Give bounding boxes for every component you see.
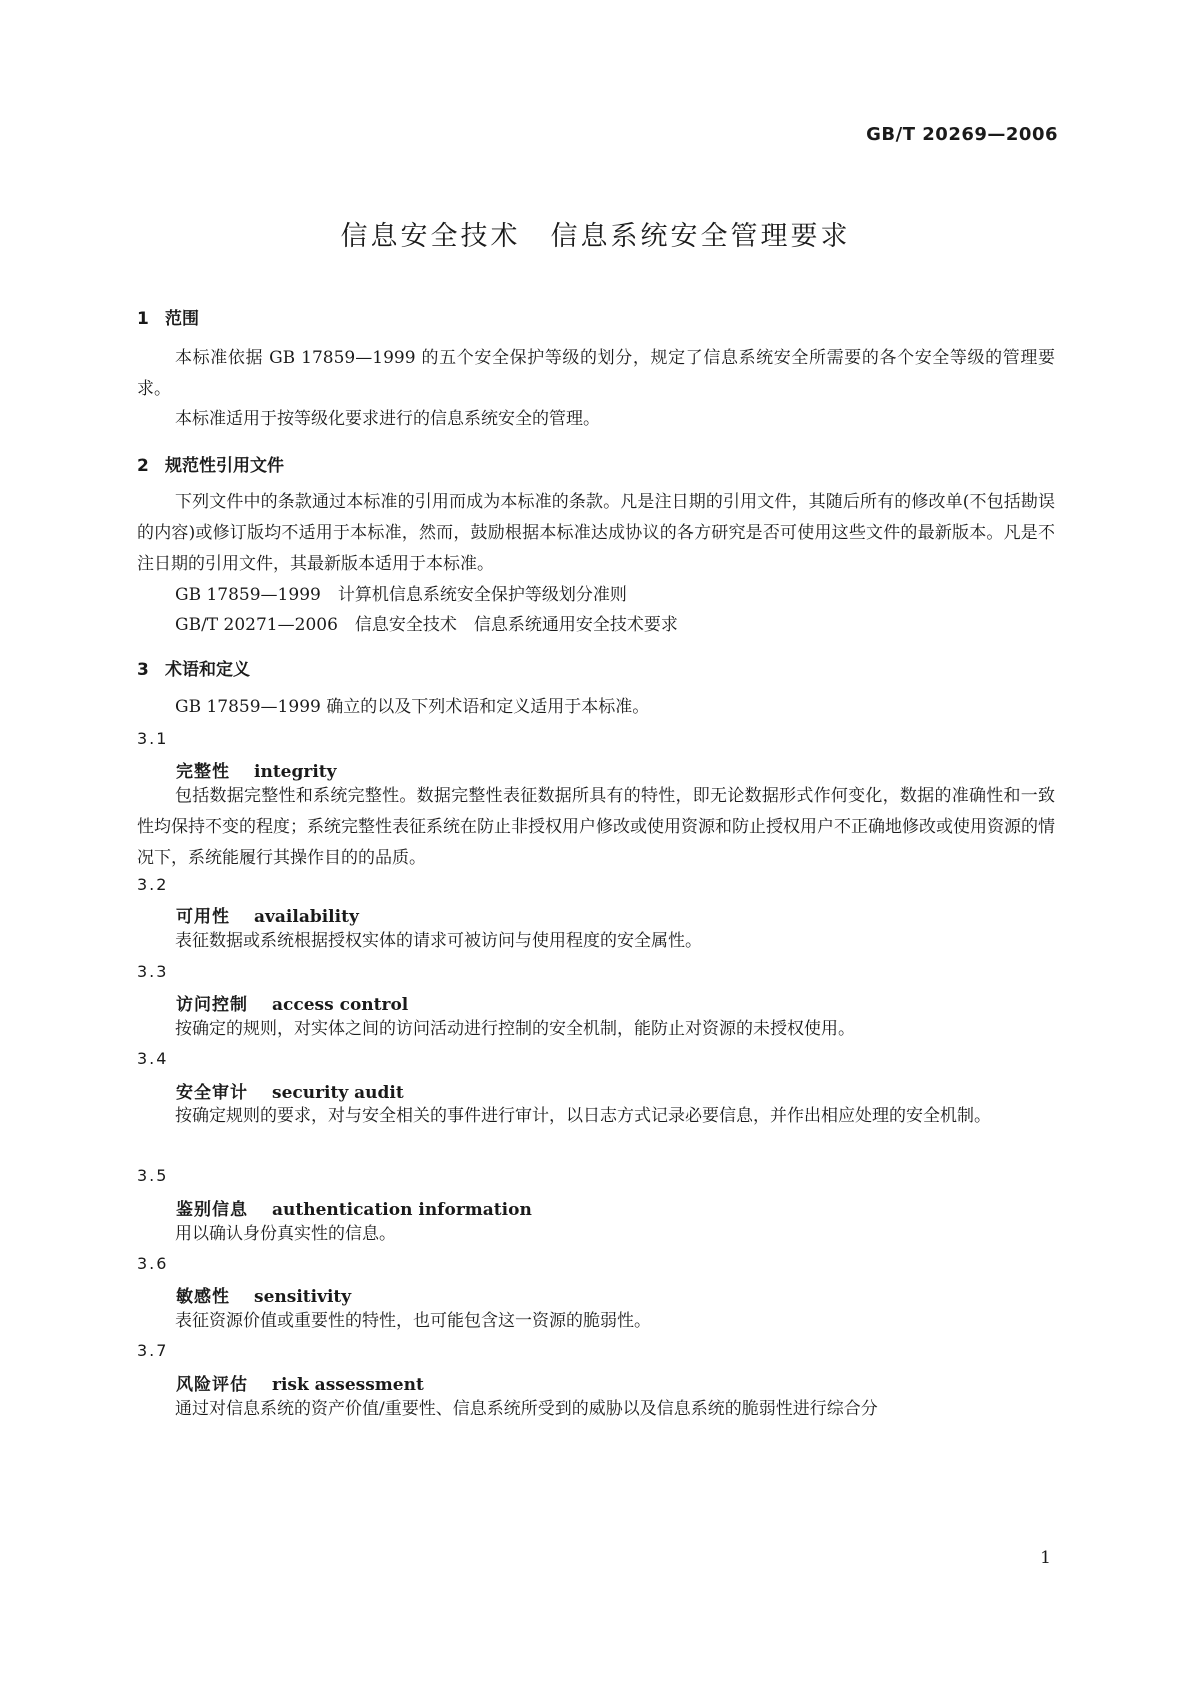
term-chinese: 完整性 [176, 762, 230, 782]
clause-number: 3.4 [137, 1049, 169, 1068]
term-chinese: 鉴别信息 [176, 1200, 248, 1220]
section-2-paragraph: 下列文件中的条款通过本标准的引用而成为本标准的条款。凡是注日期的引用文件，其随后所有的修改单(不包括勘误的内容)或修订版均不适用于本标准，然而，鼓励根据本标准达成协议的各方研究是否可使用这些文件的最新版本。凡是不注日期的引用文件，其最新版本适用于本标准。 [137, 492, 1055, 574]
section-number: 2 [137, 456, 149, 476]
section-2-heading [137, 451, 284, 476]
section-number: 3 [137, 660, 149, 680]
term-entry [176, 1195, 532, 1220]
document-title: 信息安全技术 信息系统安全管理要求 [340, 221, 851, 252]
term-english: security audit [272, 1083, 404, 1103]
term-chinese: 敏感性 [176, 1287, 230, 1307]
term-definition: 表征资源价值或重要性的特性，也可能包含这一资源的脆弱性。 [175, 1311, 651, 1331]
section-1-paragraph-1: 本标准依据 GB 17859—1999 的五个安全保护等级的划分，规定了信息系统安全所需要的各个安全等级的管理要求。 [137, 348, 1055, 399]
section-1-paragraph-2: 本标准适用于按等级化要求进行的信息系统安全的管理。 [175, 409, 600, 429]
term-definition: 用以确认身份真实性的信息。 [175, 1224, 396, 1244]
normative-reference: GB/T 20271—2006 信息安全技术 信息系统通用安全技术要求 [175, 615, 678, 635]
section-3-heading [137, 655, 250, 680]
clause-number: 3.7 [137, 1341, 169, 1360]
term-english: risk assessment [272, 1375, 424, 1395]
term-entry [176, 1078, 404, 1103]
term-entry [176, 902, 359, 927]
term-english: authentication information [272, 1200, 532, 1220]
term-chinese: 安全审计 [176, 1083, 248, 1103]
term-definition: 包括数据完整性和系统完整性。数据完整性表征数据所具有的特性，即无论数据形式作何变化，数据的准确性和一致性均保持不变的程度；系统完整性表征系统在防止非授权用户修改或使用资源和防止授权用户不正确地修改或使用资源的情况下，系统能履行其操作目的的品质。 [137, 786, 1055, 868]
term-english: access control [272, 995, 409, 1015]
section-title: 规范性引用文件 [165, 456, 284, 476]
section-number: 1 [137, 309, 149, 329]
term-definition: 按确定规则的要求，对与安全相关的事件进行审计，以日志方式记录必要信息，并作出相应处理的安全机制。 [175, 1106, 991, 1126]
term-english: integrity [254, 762, 337, 782]
section-3-intro: GB 17859—1999 确立的以及下列术语和定义适用于本标准。 [175, 697, 650, 717]
term-entry [176, 757, 337, 782]
term-chinese: 可用性 [176, 907, 230, 927]
section-title: 术语和定义 [165, 660, 250, 680]
term-definition: 按确定的规则，对实体之间的访问活动进行控制的安全机制，能防止对资源的未授权使用。 [175, 1019, 855, 1039]
clause-number: 3.3 [137, 962, 169, 981]
term-entry [176, 1370, 424, 1395]
section-title: 范围 [165, 309, 199, 329]
clause-number: 3.2 [137, 875, 169, 894]
section-1-heading [137, 304, 199, 329]
term-english: sensitivity [254, 1287, 352, 1307]
clause-number: 3.1 [137, 729, 169, 748]
term-definition: 表征数据或系统根据授权实体的请求可被访问与使用程度的安全属性。 [175, 931, 702, 951]
term-definition: 通过对信息系统的资产价值/重要性、信息系统所受到的威胁以及信息系统的脆弱性进行综合分 [175, 1399, 878, 1419]
page-number: 1 [1040, 1548, 1051, 1568]
clause-number: 3.5 [137, 1166, 169, 1185]
standard-code: GB/T 20269—2006 [866, 124, 1058, 145]
term-chinese: 风险评估 [176, 1375, 248, 1395]
term-entry [176, 990, 408, 1015]
term-chinese: 访问控制 [176, 995, 248, 1015]
normative-reference: GB 17859—1999 计算机信息系统安全保护等级划分准则 [175, 585, 627, 605]
term-english: availability [254, 907, 359, 927]
term-entry [176, 1282, 351, 1307]
clause-number: 3.6 [137, 1254, 169, 1273]
